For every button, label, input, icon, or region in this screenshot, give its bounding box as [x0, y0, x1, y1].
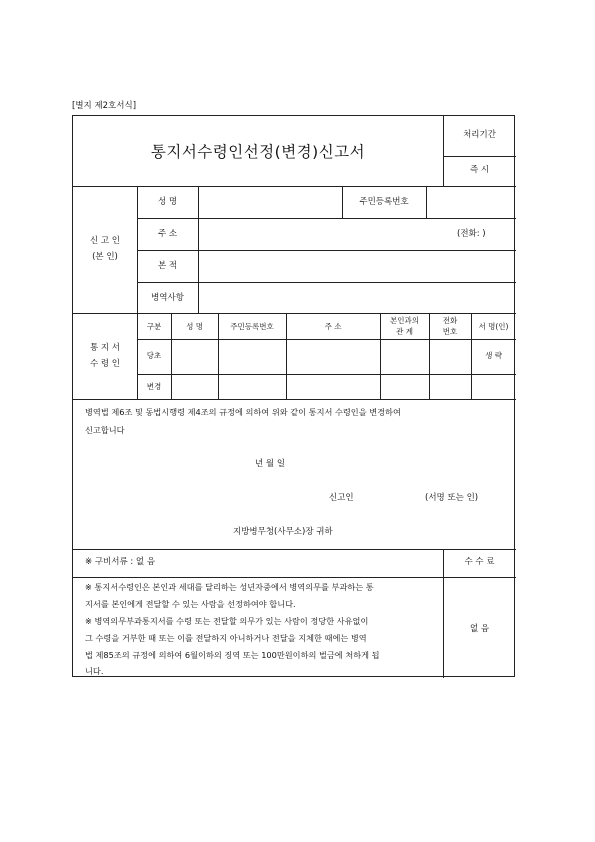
form-number-label: [별지 제2호서식] — [72, 101, 137, 111]
addressee: 지방병무청(사무소)장 귀하 — [233, 527, 333, 537]
note-2-line-4: 니다. — [85, 666, 104, 676]
processing-period-label: 처리기간 — [463, 130, 496, 140]
note-1-line-1: ※ 통지서수령인은 본인과 세대를 달리하는 성년자중에서 병역의무를 부과하는 통 — [85, 582, 374, 592]
col-name-header: 성 명 — [186, 322, 203, 331]
col-phone-header-2: 번호 — [442, 327, 458, 336]
recipient-changed-row[interactable] — [172, 375, 515, 399]
fee-label: 수 수 료 — [464, 557, 495, 567]
signer-label: 신고인 — [329, 493, 354, 503]
required-documents: ※ 구비서류 : 없 음 — [85, 557, 156, 567]
reporter-id-field[interactable] — [427, 187, 515, 218]
recipient-original-row[interactable] — [172, 340, 470, 374]
col-type-header: 구분 — [146, 322, 162, 331]
reporter-name-field[interactable] — [199, 187, 342, 218]
declaration-line-2: 신고합니다 — [85, 425, 125, 435]
reporter-id-label: 주민등록번호 — [359, 197, 409, 207]
processing-period-value: 즉 시 — [469, 165, 490, 175]
col-relation-header: 본인과의 — [390, 316, 419, 325]
col-id-header: 주민등록번호 — [230, 322, 274, 331]
declaration-line-1: 병역법 제6조 및 동법시행령 제4조의 규정에 의하여 위와 같이 통지서 수령인을 변경하여 — [85, 407, 401, 417]
processing-divider — [443, 156, 516, 157]
reporter-military-label: 병역사항 — [151, 293, 184, 303]
col-phone-header: 전화 — [442, 316, 458, 325]
recipient-section-sublabel: 수 령 인 — [89, 359, 121, 369]
signer-sign-label: (서명 또는 인) — [425, 493, 479, 503]
fee-value: 없 음 — [469, 624, 490, 634]
reporter-phone-label: (전화: ) — [457, 229, 486, 239]
report-form — [72, 115, 515, 677]
note-2-line-2: 그 수령을 거부한 때 또는 이를 전달하지 아니하거나 전달을 지체한 때에는 병역 — [85, 633, 367, 643]
original-signature-omitted: 생 략 — [485, 351, 502, 360]
form-title: 통지서수령인선정(변경)신고서 — [150, 143, 366, 161]
recipient-bottom-line — [73, 399, 516, 400]
col-relation-header-2: 관 계 — [396, 327, 413, 336]
note-2-line-1: ※ 병역의무부과통지서를 수령 또는 전달할 의무가 있는 사람이 정당한 사유없이 — [85, 616, 369, 626]
reporter-section-label: 신 고 인 — [89, 236, 121, 246]
declaration-date: 년 월 일 — [255, 459, 286, 469]
row-original-label: 당초 — [146, 351, 162, 360]
col-signature-header: 서 명(인) — [478, 322, 509, 331]
reporter-origin-label: 본 적 — [157, 261, 178, 271]
title-divider — [443, 116, 444, 186]
col-address-header: 주 소 — [324, 322, 342, 331]
note-1-line-2: 지서를 본인에게 전달할 수 있는 사람을 선정하여야 합니다. — [85, 599, 296, 609]
row-changed-label: 변경 — [146, 382, 162, 391]
reporter-origin-field[interactable] — [199, 251, 515, 282]
note-2-line-3: 법 제85조의 규정에 의하여 6월이하의 징역 또는 100만원이하의 벌금에 처하게 됩 — [85, 650, 380, 660]
recipient-section-label: 통 지 서 — [89, 343, 121, 353]
reporter-section-sublabel: (본 인) — [92, 252, 118, 262]
reporter-bottom-line — [73, 313, 516, 314]
reporter-military-field[interactable] — [199, 283, 515, 313]
reporter-address-label: 주 소 — [157, 229, 178, 239]
reporter-name-label: 성 명 — [157, 197, 178, 207]
